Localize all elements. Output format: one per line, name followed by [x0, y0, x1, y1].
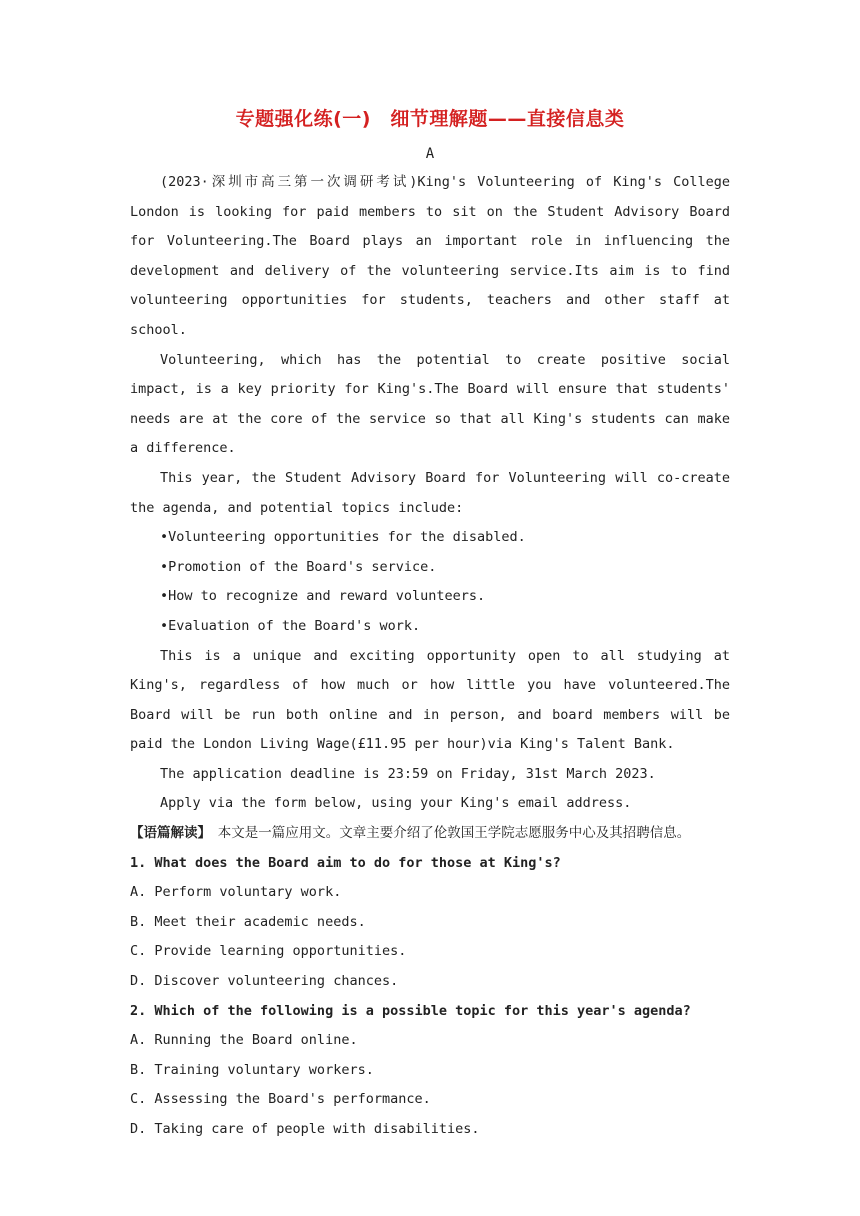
answer-option: D. Discover volunteering chances.: [130, 973, 399, 990]
passage-interpretation: [130, 819, 730, 849]
page-title: 专题强化练(一) 细节理解题——直接信息类: [235, 108, 625, 130]
passage-paragraph: The application deadline is 23:59 on Friday, 31st March 2023.: [160, 765, 656, 782]
section-label: A: [425, 146, 435, 162]
interpretation-text: 本文是一篇应用文。文章主要介绍了伦敦国王学院志愿服务中心及其招聘信息。: [204, 825, 691, 842]
bullet-item: •Promotion of the Board's service.: [160, 558, 437, 575]
passage-paragraph: Apply via the form below, using your King's email address.: [160, 795, 632, 812]
answer-option: C. Assessing the Board's performance.: [130, 1091, 431, 1108]
answer-option: C. Provide learning opportunities.: [130, 943, 407, 960]
answer-option: A. Running the Board online.: [130, 1032, 358, 1049]
bullet-item: •How to recognize and reward volunteers.: [160, 588, 486, 605]
passage-paragraph: (2023·深圳市高三第一次调研考试)King's Volunteering of King's College London is looking for paid members to sit on the Student Advisory Board for Volunteering.The Board plays an important role in influencing the development and delivery of the volunteering service.Its aim is to find volunteering opportunities for students, teachers and other staff at school.: [130, 174, 730, 338]
document-body: [130, 168, 730, 1145]
answer-option: B. Training voluntary workers.: [130, 1061, 374, 1078]
answer-option: B. Meet their academic needs.: [130, 913, 366, 930]
passage-paragraph: This year, the Student Advisory Board for Volunteering will co-create the agenda, and potential topics include:: [130, 469, 730, 516]
answer-option: D. Taking care of people with disabilities.: [130, 1121, 480, 1137]
answer-option: A. Perform voluntary work.: [130, 884, 342, 901]
question-stem: 2. Which of the following is a possible topic for this year's agenda?: [130, 1002, 691, 1019]
passage-paragraph: Volunteering, which has the potential to create positive social impact, is a key priority for King's.The Board will ensure that students' needs are at the core of the service so that all King's students can make a difference.: [130, 351, 730, 457]
bullet-item: •Evaluation of the Board's work.: [160, 617, 421, 634]
bullet-item: •Volunteering opportunities for the disabled.: [160, 529, 526, 546]
interpretation-label: 【语篇解读】: [130, 825, 205, 842]
question-stem: 1. What does the Board aim to do for those at King's?: [130, 854, 561, 871]
passage-paragraph: This is a unique and exciting opportunity open to all studying at King's, regardless of how much or how little you have volunteered.The Board will be run both online and in person, and board members will be paid the London Living Wage(£11.95 per hour)via King's Talent Bank.: [130, 647, 730, 753]
